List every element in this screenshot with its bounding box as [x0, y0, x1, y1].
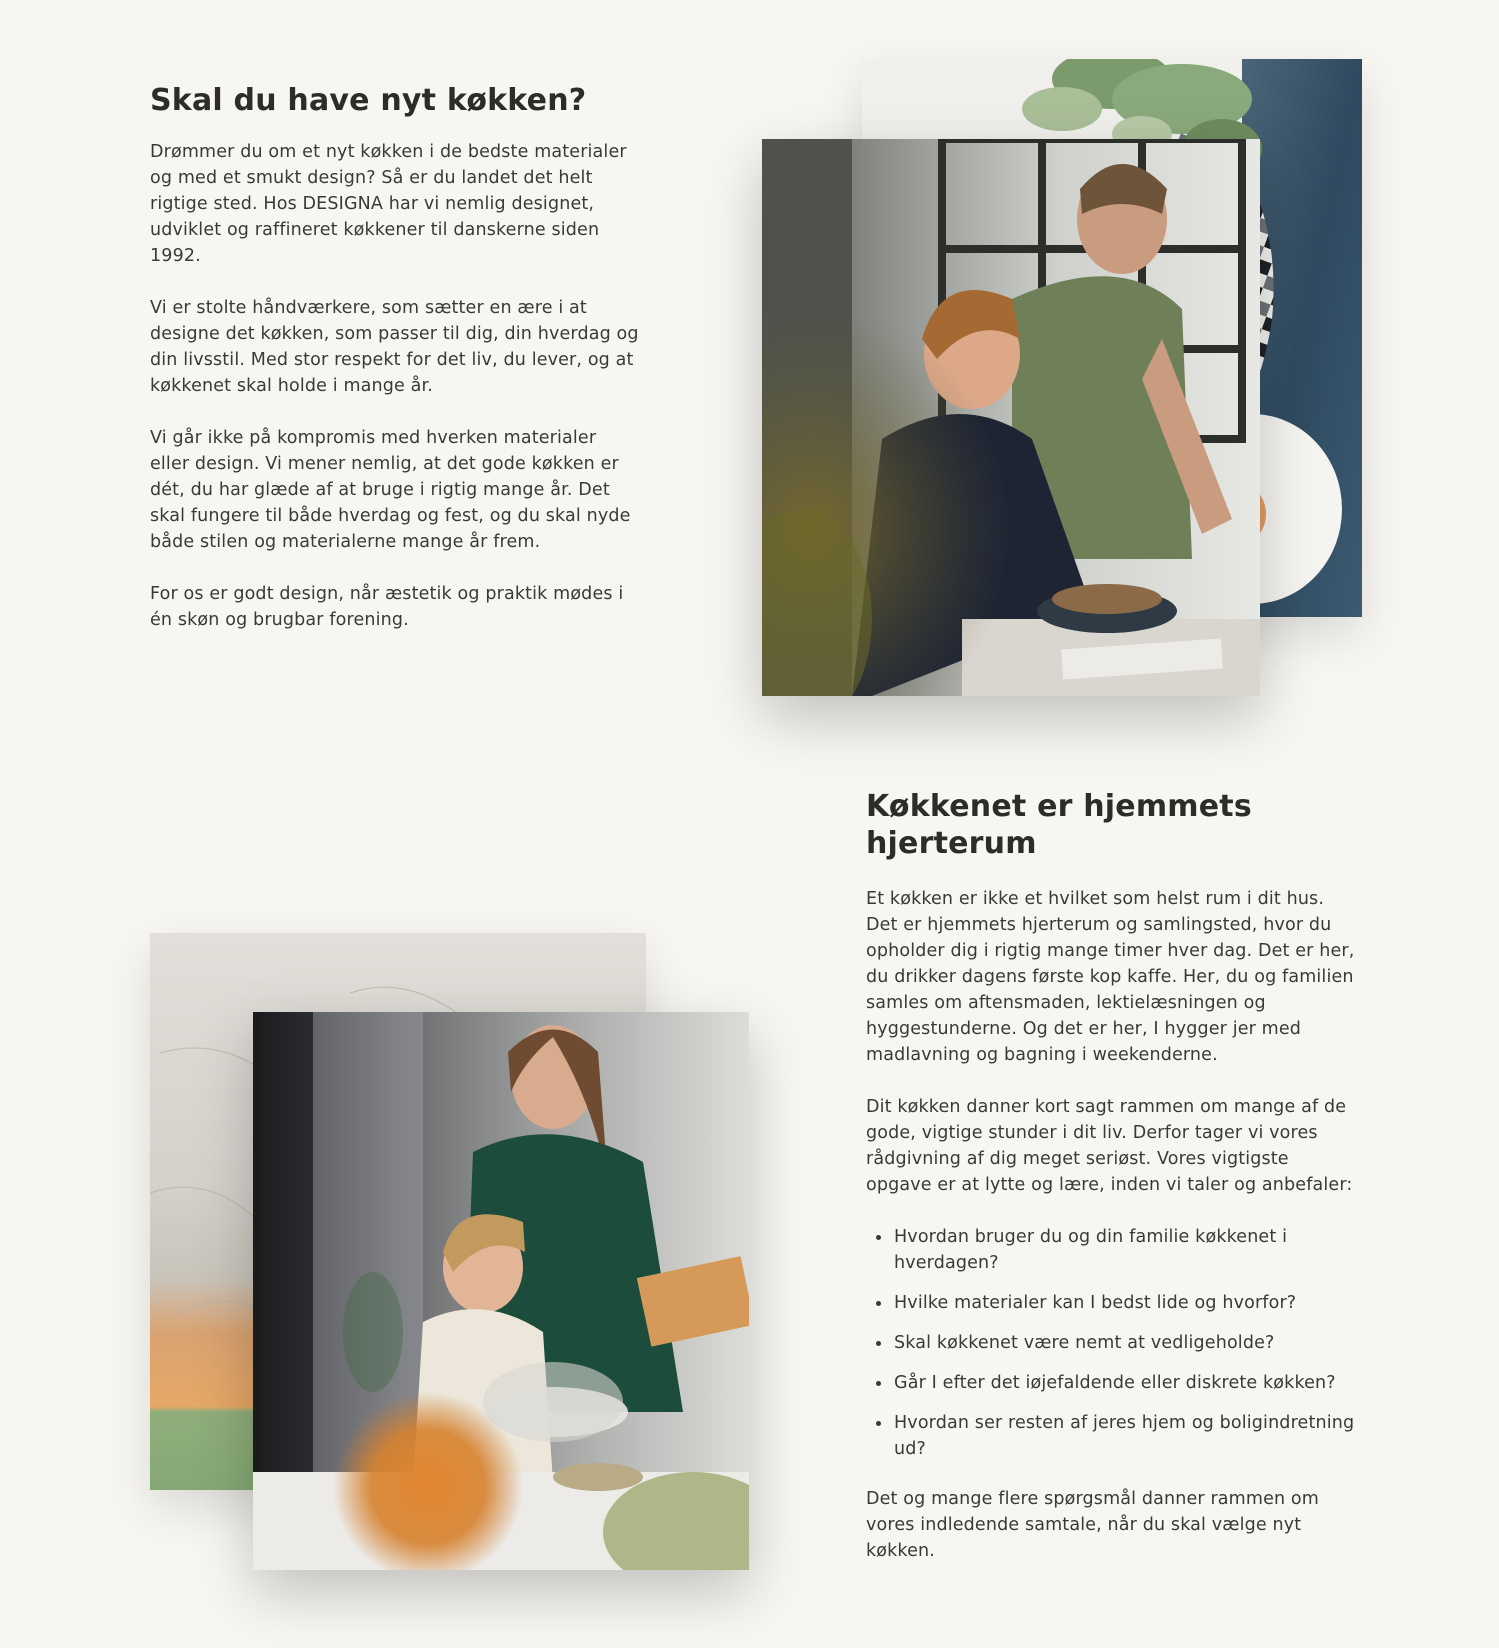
advice-questions-list: [866, 1224, 1356, 1462]
list-item: Går I efter det iøjefaldende eller diskrete køkken?: [866, 1370, 1356, 1396]
heart-of-home-paragraph-2: Dit køkken danner kort sagt rammen om mange af de gode, vigtige stunder i dit liv. Derfor tager vi vores rådgivning af dig meget seriøst. Vores vigtigste opgave er at lytte og lære, inden vi taler og anbefaler:: [866, 1097, 1353, 1195]
father-son-cooking-photo: [762, 139, 1260, 696]
heart-of-home-paragraph-1: Et køkken er ikke et hvilket som helst rum i dit hus. Det er hjemmets hjerterum og samlingsted, hvor du opholder dig i rigtig mange timer hver dag. Det er her, du drikker dagens første kop kaffe. Her, du og familien samles om aftensmaden, lektielæsningen og hyggestunderne. Og det er her, I hygger jer med madlavning og bagning i weekenderne.: [866, 889, 1355, 1065]
intro-paragraph-1: Drømmer du om et nyt køkken i de bedste materialer og med et smukt design? Så er du landet det helt rigtige sted. Hos DESIGNA har vi nemlig designet, udviklet og raffineret køkkener til danskerne siden 1992.: [150, 142, 627, 266]
intro-paragraph-2: Vi er stolte håndværkere, som sætter en ære i at designe det køkken, som passer til dig, din hverdag og din livsstil. Med stor respekt for det liv, du lever, og at køkkenet skal holde i mange år.: [150, 298, 639, 396]
list-item: Skal køkkenet være nemt at vedligeholde?: [866, 1330, 1356, 1356]
intro-paragraph-3: Vi går ikke på kompromis med hverken materialer eller design. Vi mener nemlig, at det gode køkken er dét, du har glæde af at bruge i rigtig mange år. Det skal fungere til både hverdag og fest, og du skal nyde både stilen og materialerne mange år frem.: [150, 428, 631, 552]
list-item: Hvordan ser resten af jeres hjem og boligindretning ud?: [866, 1410, 1356, 1462]
intro-text-block: [150, 82, 640, 633]
list-item: Hvordan bruger du og din familie køkkenet i hverdagen?: [866, 1224, 1356, 1276]
list-item: Hvilke materialer kan I bedst lide og hvorfor?: [866, 1290, 1356, 1316]
intro-paragraph-4: For os er godt design, når æstetik og praktik mødes i én skøn og brugbar forening.: [150, 584, 624, 630]
heart-of-home-closing: Det og mange flere spørgsmål danner rammen om vores indledende samtale, når du skal vælge nyt køkken.: [866, 1489, 1319, 1561]
mother-son-baking-photo: [253, 1012, 749, 1570]
heart-of-home-heading: Køkkenet er hjemmets hjerterum: [866, 789, 1252, 861]
intro-heading: Skal du have nyt køkken?: [150, 83, 587, 118]
heart-of-home-text-block: [866, 788, 1356, 1564]
